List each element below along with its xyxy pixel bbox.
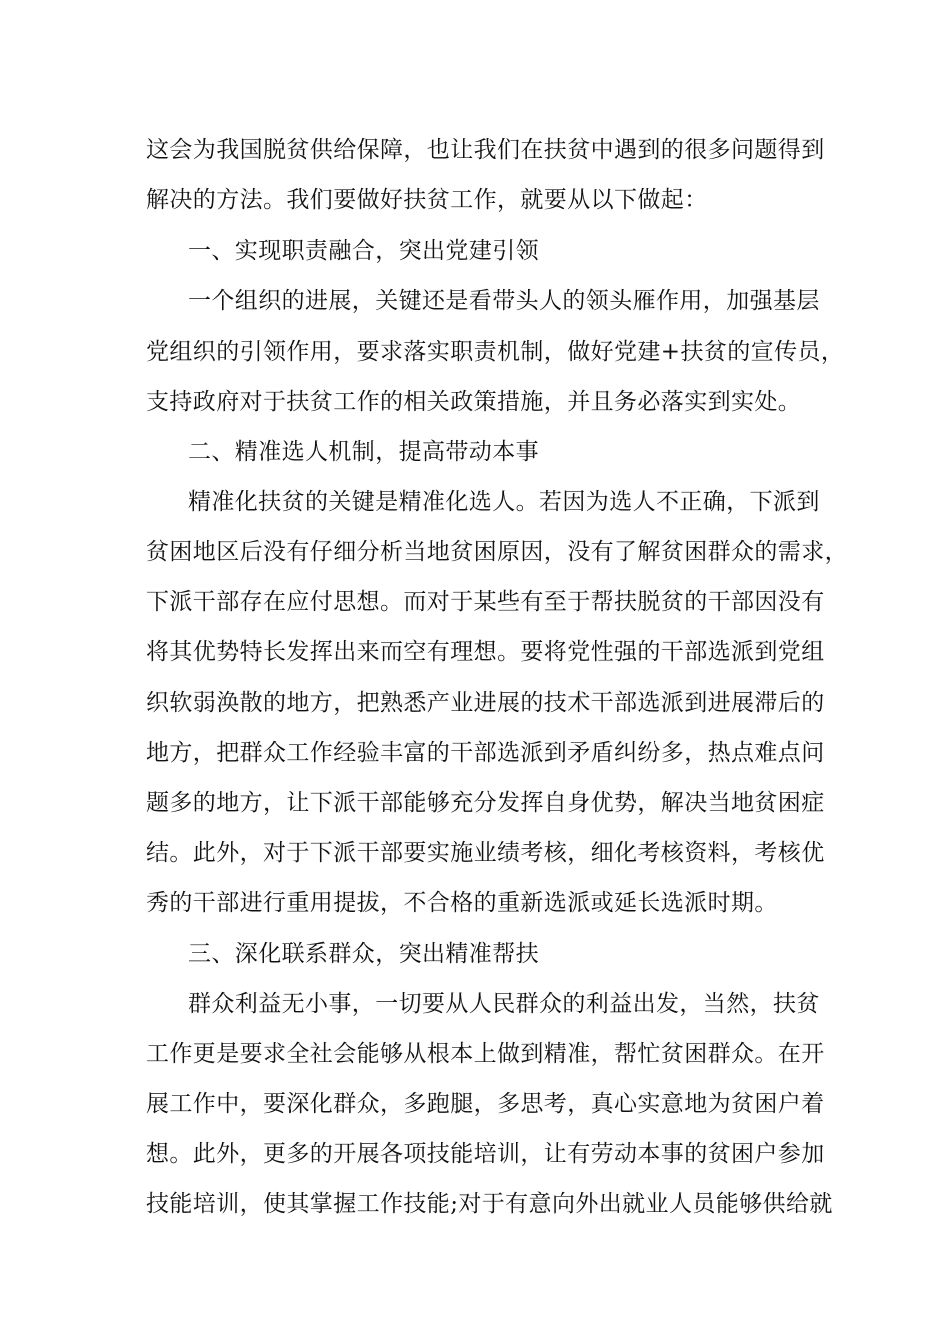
section-heading-1: 一、实现职责融合，突出党建引领 bbox=[188, 238, 539, 264]
body-text-line: 工作更是要求全社会能够从根本上做到精准，帮忙贫困群众。在开 bbox=[146, 1041, 825, 1067]
body-text-line: 技能培训，使其掌握工作技能;对于有意向外出就业人员能够供给就 bbox=[146, 1191, 833, 1217]
body-text-line: 想。此外，更多的开展各项技能培训，让有劳动本事的贫困户参加 bbox=[146, 1141, 825, 1167]
section-heading-3: 三、深化联系群众，突出精准帮扶 bbox=[188, 941, 539, 967]
body-text-line: 秀的干部进行重用提拔，不合格的重新选派或延长选派时期。 bbox=[146, 890, 778, 916]
body-text-line: 支持政府对于扶贫工作的相关政策措施，并且务必落实到实处。 bbox=[146, 389, 802, 415]
section-heading-2: 二、精准选人机制，提高带动本事 bbox=[188, 439, 539, 465]
body-text-line: 织软弱涣散的地方，把熟悉产业进展的技术干部选派到进展滞后的 bbox=[146, 690, 825, 716]
body-text-line: 群众利益无小事，一切要从人民群众的利益出发，当然，扶贫 bbox=[188, 991, 820, 1017]
body-text-line: 贫困地区后没有仔细分析当地贫困原因，没有了解贫困群众的需求， bbox=[146, 539, 848, 565]
body-text-line: 下派干部存在应付思想。而对于某些有至于帮扶脱贫的干部因没有 bbox=[146, 589, 825, 615]
body-text-line: 将其优势特长发挥出来而空有理想。要将党性强的干部选派到党组 bbox=[146, 639, 825, 665]
body-text-line: 题多的地方，让下派干部能够充分发挥自身优势，解决当地贫困症 bbox=[146, 790, 825, 816]
body-text-line: 精准化扶贫的关键是精准化选人。若因为选人不正确，下派到 bbox=[188, 489, 820, 515]
body-text-line: 一个组织的进展，关键还是看带头人的领头雁作用，加强基层 bbox=[188, 288, 820, 314]
body-text-line: 展工作中，要深化群众，多跑腿，多思考，真心实意地为贫困户着 bbox=[146, 1091, 825, 1117]
body-text-line: 地方，把群众工作经验丰富的干部选派到矛盾纠纷多，热点难点问 bbox=[146, 740, 825, 766]
body-text-line: 结。此外，对于下派干部要实施业绩考核，细化考核资料，考核优 bbox=[146, 840, 825, 866]
body-text-line: 解决的方法。我们要做好扶贫工作，就要从以下做起： bbox=[146, 187, 708, 213]
body-text-line: 党组织的引领作用，要求落实职责机制，做好党建+扶贫的宣传员， bbox=[146, 339, 845, 365]
body-text-line: 这会为我国脱贫供给保障，也让我们在扶贫中遇到的很多问题得到 bbox=[146, 137, 825, 163]
